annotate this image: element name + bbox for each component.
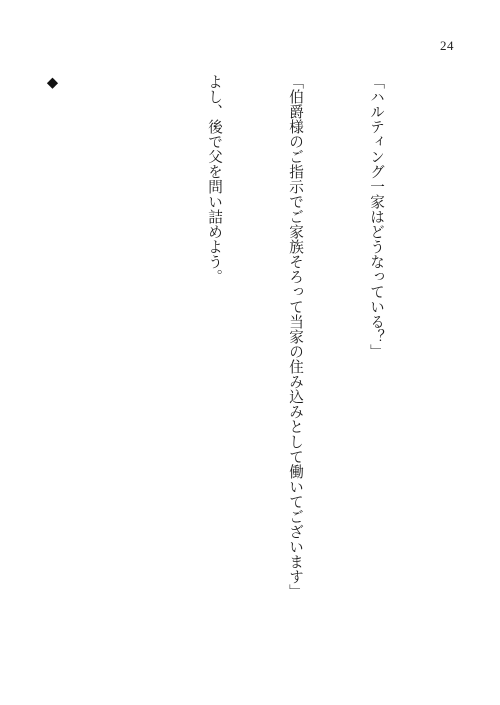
- dialogue-line: 「ハルティング一家はどうなっている？」: [368, 74, 385, 359]
- page-number: 24: [440, 38, 454, 53]
- dialogue-line: 「伯爵様のご指示でご家族そろって当家の住み込みとして働いてございます」: [287, 74, 304, 599]
- narration-line: よし、後で父を問い詰めよう。: [206, 74, 223, 284]
- section-break-diamond: ◆: [44, 74, 61, 92]
- vertical-text-body: [0, 74, 444, 664]
- blank-line: [120, 74, 147, 664]
